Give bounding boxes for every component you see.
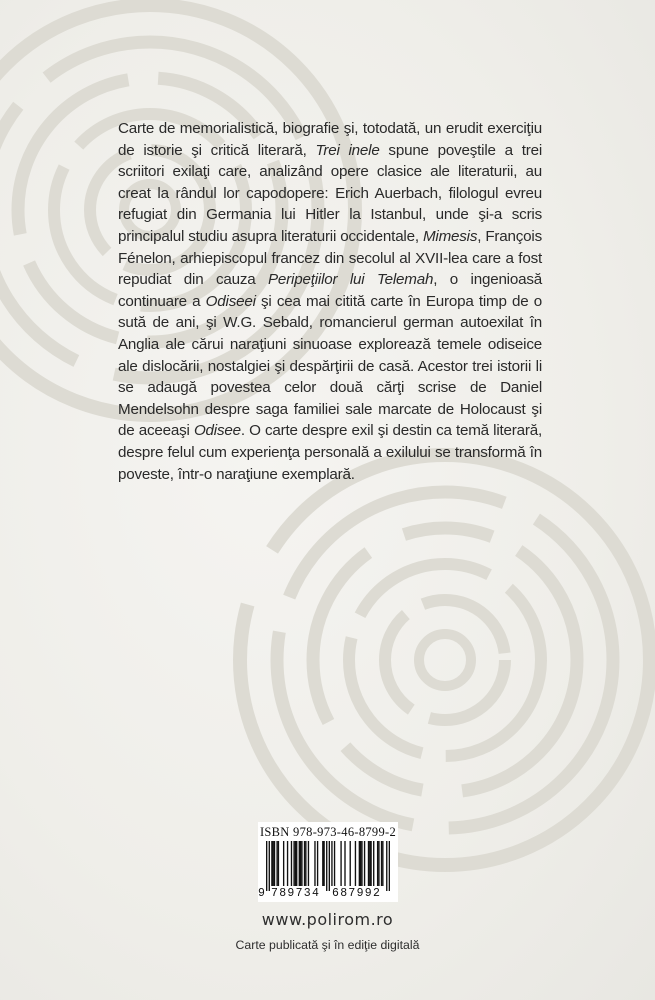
barcode-bar: [344, 841, 345, 886]
barcode-bar: [326, 841, 327, 891]
barcode-bar: [373, 841, 374, 886]
barcode-bar: [296, 841, 297, 886]
barcode-bar: [378, 841, 379, 886]
odisee-title-italic: Odisee: [193, 422, 241, 440]
barcode-bar: [331, 841, 332, 886]
blurb-segment: Carte de memorialistică, biografie şi, totodată, un erudit exerciţiu de istorie şi critică literară,: [118, 120, 542, 159]
barcode-bar: [323, 841, 324, 886]
book-title-italic: Trei inele: [315, 141, 380, 159]
barcode-bar: [273, 841, 274, 886]
barcode-bar: [322, 841, 323, 886]
barcode-bar: [291, 841, 292, 886]
barcode-digit-first: 9: [258, 887, 265, 900]
blurb-segment: , o ingenioasă continuare a: [118, 271, 542, 310]
barcode-bar: [377, 841, 378, 886]
blurb-segment: . O carte despre exil şi destin ca temă literară, despre felul cum experienţa personală a exilului se transformă în poveste, într-o naraţiune exemplară.: [118, 422, 542, 483]
barcode-bar: [359, 841, 360, 886]
barcode-bar: [355, 841, 356, 886]
barcode-bar: [269, 841, 270, 891]
labyrinth-lower: [240, 455, 650, 865]
barcode-bar: [334, 841, 335, 886]
barcode-bar: [299, 841, 300, 886]
barcode-bar: [317, 841, 318, 886]
barcode-bar: [360, 841, 361, 886]
publisher-website: www.polirom.ro: [261, 910, 394, 929]
barcode-bar: [340, 841, 341, 886]
barcode-bar: [369, 841, 370, 886]
barcode-bar: [295, 841, 296, 886]
blurb-text: [118, 118, 542, 485]
blurb-segment: şi cea mai citită carte în Europa timp de o sută de ani, şi W.G. Sebald, romancierul german autoexilat în Anglia ale cărui naraţiuni sinuoase explorează temele odiseice ale dislocării, nostalgiei şi despărţirii de casă. Acestor trei istorii li se adaugă povestea celor două cărţi scrise de Daniel Mendelsohn despre saga familiei sale marcate de Holocaust şi de aceeaşi: [118, 292, 542, 440]
barcode-bar: [382, 841, 383, 886]
barcode-bar: [274, 841, 275, 886]
barcode-bar: [389, 841, 390, 891]
barcode-bars: [266, 841, 390, 891]
blurb-segment: , François Fénelon, arhiepiscopul francez din secolul al XVII-lea care a fost repudiat din cauza: [118, 227, 542, 289]
barcode-bar: [287, 841, 288, 886]
barcode-bar: [386, 841, 387, 891]
barcode-bar: [271, 841, 272, 886]
barcode-bar: [278, 841, 279, 886]
barcode-bar: [301, 841, 302, 886]
barcode-digits-right: 687992: [332, 887, 382, 900]
barcode-bar: [308, 841, 309, 886]
barcode-bar: [300, 841, 301, 886]
barcode-bar: [283, 841, 284, 886]
isbn-number: ISBN 978-973-46-8799-2: [259, 825, 397, 839]
mimesis-title-italic: Mimesis: [422, 227, 478, 245]
blurb-segment: spune poveştile a trei scriitori exilaţi care, analizând opere clasice ale literaturii, au creat la rândul lor capodopere: Erich Auerbach, filologul evreu refugiat din Germania lui Hitler la Istanbul, unde şi-a scris principalul studiu asupra literaturii occidentale,: [118, 141, 542, 245]
barcode-bar: [304, 841, 305, 886]
barcode-bar: [361, 841, 362, 886]
barcode-bar: [329, 841, 330, 891]
barcode-bar: [381, 841, 382, 886]
odiseei-title-italic: Odiseei: [205, 292, 256, 310]
barcode-digits-left: 789734: [271, 887, 321, 900]
barcode-bar: [276, 841, 277, 886]
isbn-barcode: [258, 822, 398, 902]
barcode-bar: [305, 841, 306, 886]
barcode-bar: [293, 841, 294, 886]
barcode-bar: [364, 841, 365, 886]
telemah-title-italic: Peripeţiilor lui Telemah: [268, 271, 434, 289]
barcode-bar: [266, 841, 267, 891]
barcode-bar: [368, 841, 369, 886]
barcode-bar: [314, 841, 315, 886]
digital-edition-note: Carte publicată şi în ediţie digitală: [235, 938, 420, 952]
barcode-bar: [350, 841, 351, 886]
barcode-bar: [370, 841, 371, 886]
